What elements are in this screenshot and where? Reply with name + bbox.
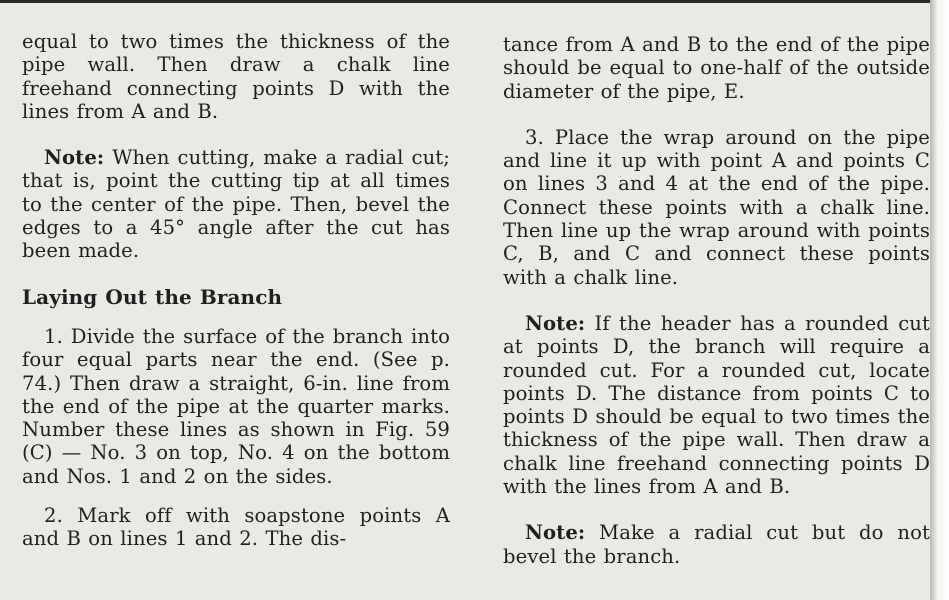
step-3: 3. Place the wrap around on the pipe and line it up with point A and points C on lines 3 and 4 at the end of the pipe. Connect these points with a chalk line. Then line up the wrap around with points C, B, and C and connect these points with a chalk line.: [503, 125, 930, 289]
note-radial-cut: [503, 521, 930, 568]
note-text: When cutting, make a radial cut; that is, point the cutting tip at all times to the center of the pipe. Then, bevel the edges to a 45° angle after the cut has been made.: [22, 146, 450, 263]
note-rounded-cut: [503, 312, 930, 498]
step-2: 2. Mark off with soapstone points A and B on lines 1 and 2. The dis-: [22, 504, 450, 551]
note-label: Note:: [44, 146, 105, 170]
paragraph-continuation-right: tance from A and B to the end of the pipe should be equal to one-half of the outside diameter of the pipe, E.: [503, 33, 930, 103]
note-cutting: [22, 146, 450, 262]
section-heading: Laying Out the Branch: [22, 284, 283, 309]
note-text: Make a radial cut but do not bevel the branch.: [503, 521, 930, 568]
top-rule: [0, 0, 930, 3]
step-1: 1. Divide the surface of the branch into four equal parts near the end. (See p. 74.) Then draw a straight, 6-in. line from the end of the pipe at the quarter marks. Number these lines as shown in Fig. 59 (C) — No. 3 on top, No. 4 on the bottom and Nos. 1 and 2 on the sides.: [22, 324, 450, 488]
note-text: If the header has a rounded cut at points D, the branch will require a rounded cut. For a rounded cut, locate points D. The distance from points C to points D should be equal to two times the thickness of the pipe wall. Then draw a chalk line freehand connecting points D with the lines from A and B.: [503, 311, 930, 499]
note-label: Note:: [525, 521, 586, 545]
right-column: [503, 33, 930, 568]
paragraph-continuation: equal to two times the thickness of the pipe wall. Then draw a chalk line freehand connecting points D with the lines from A and B.: [22, 30, 450, 123]
left-column: [22, 30, 450, 551]
note-label: Note:: [525, 311, 586, 335]
page-edge: [930, 0, 949, 600]
